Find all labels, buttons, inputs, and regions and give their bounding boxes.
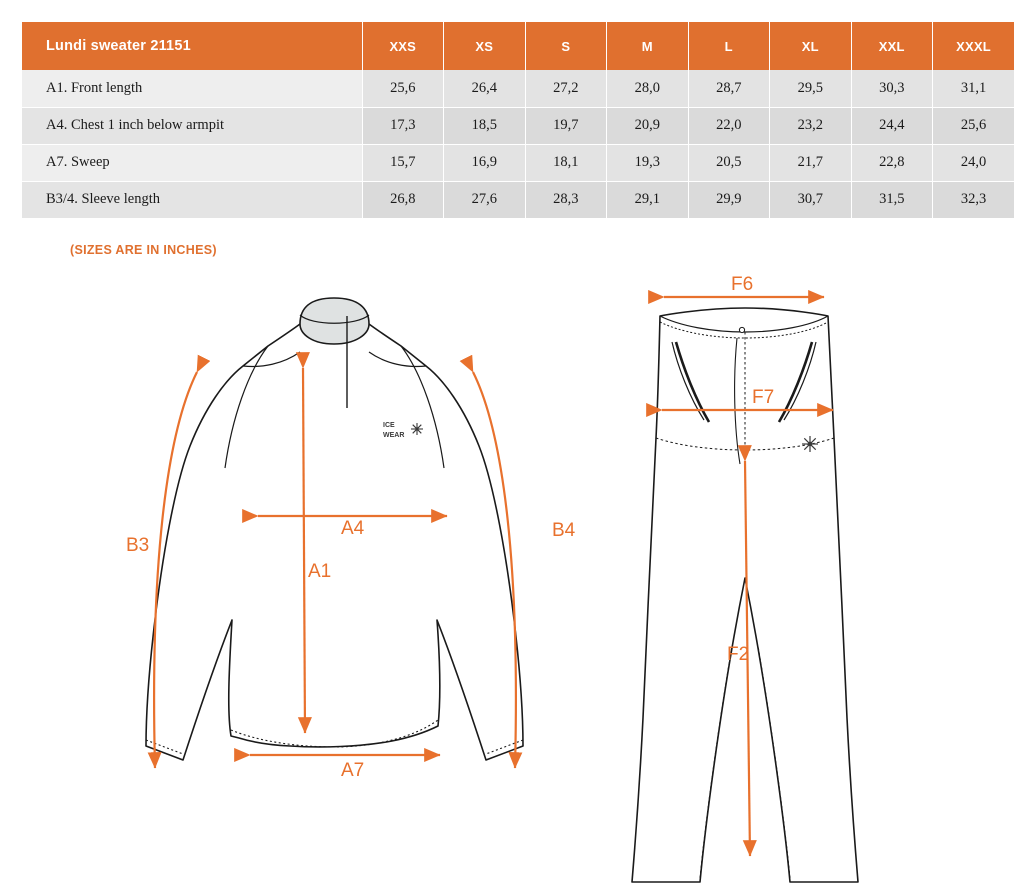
row-label: A4. Chest 1 inch below armpit xyxy=(22,107,362,144)
row-label: A1. Front length xyxy=(22,70,362,107)
cell-value: 27,6 xyxy=(444,181,526,218)
product-title: Lundi sweater 21151 xyxy=(22,22,362,70)
column-header-xxxl: XXXL xyxy=(933,22,1015,70)
cell-value: 28,0 xyxy=(607,70,689,107)
column-header-s: S xyxy=(525,22,607,70)
cell-value: 15,7 xyxy=(362,144,444,181)
dimension-label-b4: B4 xyxy=(552,520,576,541)
brand-name-line1: ICE xyxy=(383,422,395,429)
table-row xyxy=(22,107,1014,144)
brand-name-line2: WEAR xyxy=(383,432,405,439)
cell-value: 24,0 xyxy=(933,144,1015,181)
column-header-xxl: XXL xyxy=(851,22,933,70)
cell-value: 28,3 xyxy=(525,181,607,218)
cell-value: 22,8 xyxy=(851,144,933,181)
cell-value: 29,5 xyxy=(770,70,852,107)
cell-value: 31,1 xyxy=(933,70,1015,107)
cell-value: 17,3 xyxy=(362,107,444,144)
table-body xyxy=(22,70,1014,218)
cell-value: 31,5 xyxy=(851,181,933,218)
dimension-label-f2: F2 xyxy=(727,644,750,665)
dimension-label-b3: B3 xyxy=(126,535,150,556)
pants-illustration xyxy=(632,274,858,882)
column-header-m: M xyxy=(607,22,689,70)
measurement-diagrams xyxy=(0,268,1036,888)
row-label: B3/4. Sleeve length xyxy=(22,181,362,218)
cell-value: 30,7 xyxy=(770,181,852,218)
cell-value: 27,2 xyxy=(525,70,607,107)
dimension-label-a4: A4 xyxy=(341,518,365,539)
cell-value: 26,4 xyxy=(444,70,526,107)
cell-value: 29,9 xyxy=(688,181,770,218)
units-note: (SIZES ARE IN INCHES) xyxy=(70,243,217,257)
cell-value: 26,8 xyxy=(362,181,444,218)
dimension-label-a1: A1 xyxy=(308,561,332,582)
cell-value: 24,4 xyxy=(851,107,933,144)
table-header xyxy=(22,22,1014,70)
cell-value: 16,9 xyxy=(444,144,526,181)
snowflake-icon xyxy=(411,423,423,435)
cell-value: 25,6 xyxy=(933,107,1015,144)
cell-value: 18,5 xyxy=(444,107,526,144)
cell-value: 25,6 xyxy=(362,70,444,107)
cell-value: 30,3 xyxy=(851,70,933,107)
table-row xyxy=(22,144,1014,181)
cell-value: 20,9 xyxy=(607,107,689,144)
snowflake-icon xyxy=(802,436,818,452)
cell-value: 20,5 xyxy=(688,144,770,181)
cell-value: 28,7 xyxy=(688,70,770,107)
table-row xyxy=(22,181,1014,218)
cell-value: 18,1 xyxy=(525,144,607,181)
column-header-xs: XS xyxy=(444,22,526,70)
cell-value: 21,7 xyxy=(770,144,852,181)
cell-value: 23,2 xyxy=(770,107,852,144)
sweater-illustration xyxy=(126,298,576,781)
cell-value: 19,3 xyxy=(607,144,689,181)
column-header-l: L xyxy=(688,22,770,70)
table-header-row xyxy=(22,22,1014,70)
dimension-label-f6: F6 xyxy=(731,274,754,295)
table-row xyxy=(22,70,1014,107)
cell-value: 32,3 xyxy=(933,181,1015,218)
cell-value: 22,0 xyxy=(688,107,770,144)
size-chart-table xyxy=(22,22,1014,219)
cell-value: 29,1 xyxy=(607,181,689,218)
row-label: A7. Sweep xyxy=(22,144,362,181)
dimension-label-a7: A7 xyxy=(341,760,365,781)
cell-value: 19,7 xyxy=(525,107,607,144)
column-header-xxs: XXS xyxy=(362,22,444,70)
column-header-xl: XL xyxy=(770,22,852,70)
dimension-label-f7: F7 xyxy=(752,387,775,408)
